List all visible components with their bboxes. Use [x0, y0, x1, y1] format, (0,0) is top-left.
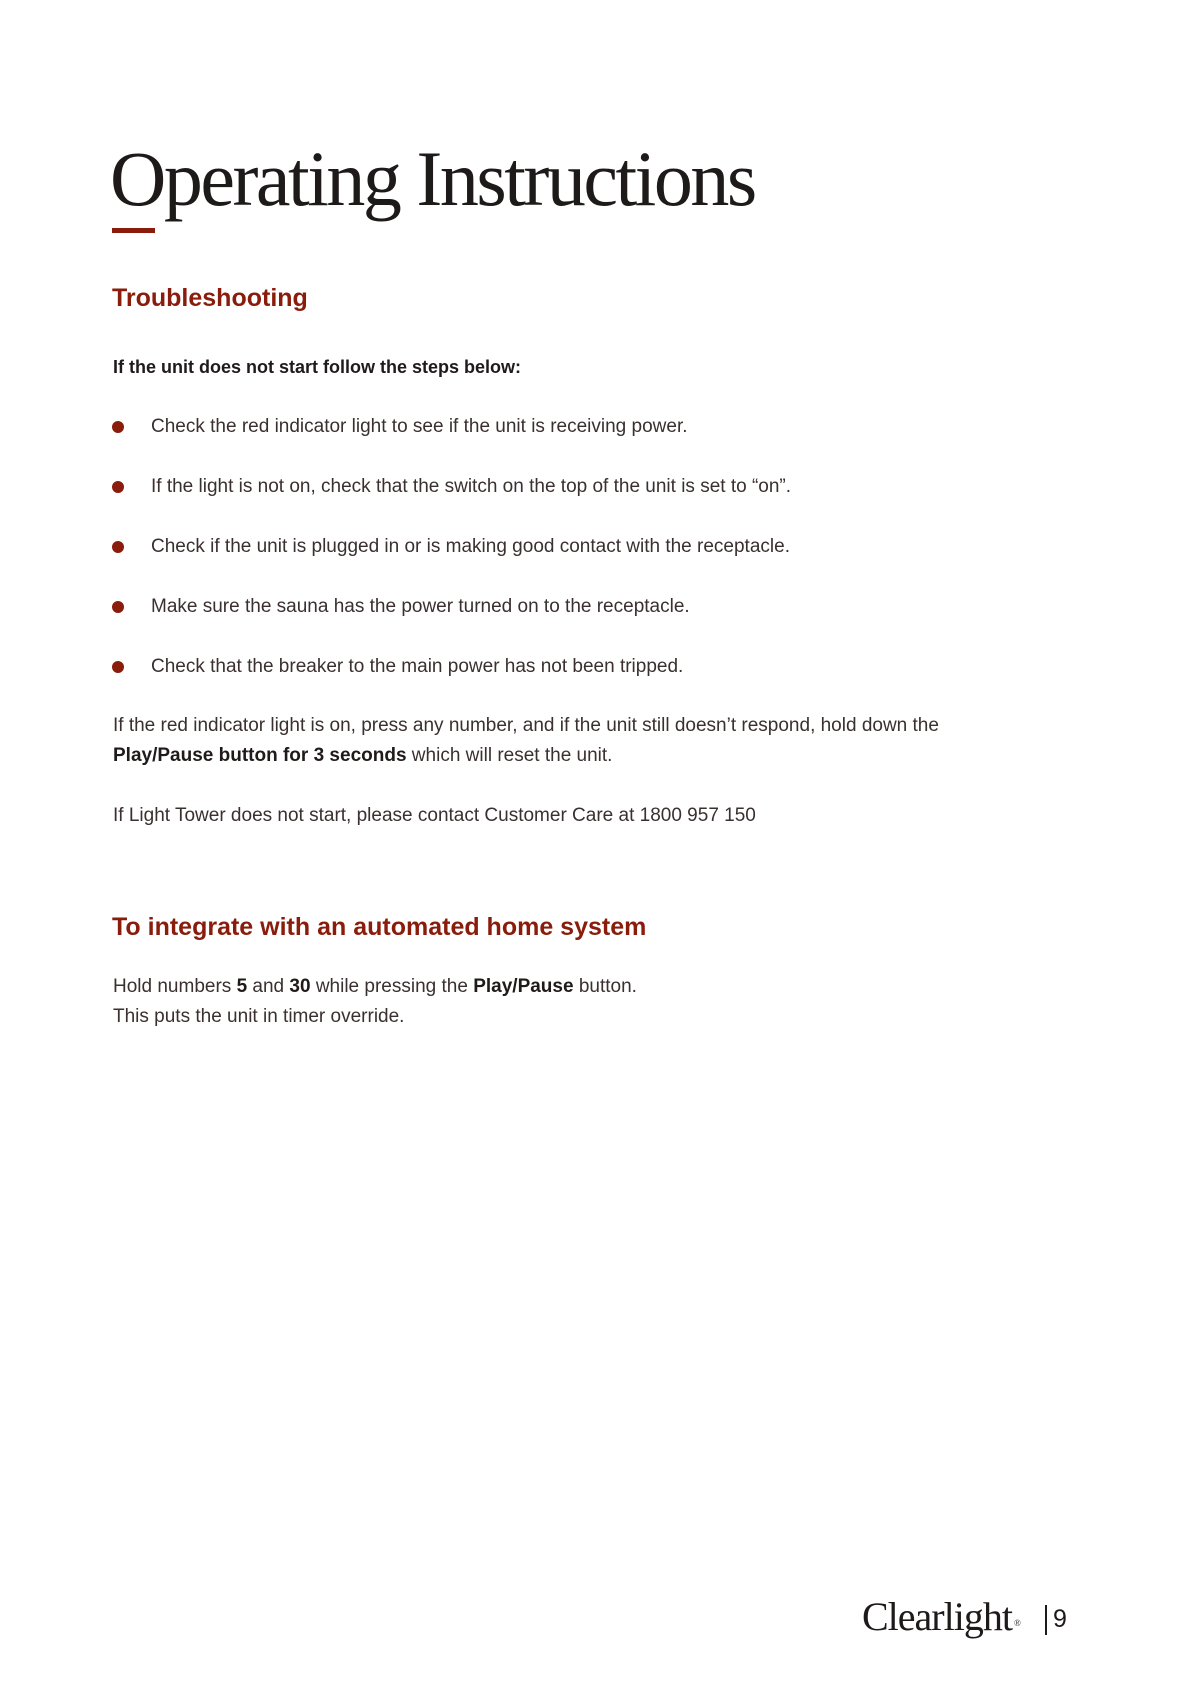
number-30: 30: [289, 976, 311, 997]
timer-override-note: This puts the unit in timer override.: [113, 1006, 405, 1027]
reset-bold-phrase: Play/Pause button for 3 seconds: [113, 745, 407, 766]
customer-care-contact: If Light Tower does not start, please contact Customer Care at 1800 957 150: [113, 805, 756, 826]
troubleshooting-heading: Troubleshooting: [112, 284, 308, 312]
integration-text: while pressing the: [310, 976, 474, 997]
integration-heading: To integrate with an automated home system: [112, 913, 647, 941]
bullet-dot-icon: [112, 601, 124, 613]
step-text: If the light is not on, check that the switch on the top of the unit is set to “on”.: [151, 476, 792, 497]
step-text: Check that the breaker to the main power has not been tripped.: [151, 656, 684, 677]
page-title: Operating Instructions: [110, 135, 755, 222]
clearlight-logo: [862, 1594, 1021, 1640]
registered-mark: ®: [1013, 1618, 1021, 1628]
bullet-dot-icon: [112, 481, 124, 493]
bullet-dot-icon: [112, 421, 124, 433]
number-5: 5: [236, 976, 248, 997]
title-underline-rule: [112, 228, 155, 233]
list-item: [112, 653, 791, 713]
bullet-dot-icon: [112, 661, 124, 673]
troubleshooting-intro: If the unit does not start follow the steps below:: [113, 357, 522, 377]
page-number: 9: [1053, 1605, 1067, 1633]
reset-instructions: [113, 711, 939, 771]
reset-line-1: If the red indicator light is on, press any number, and if the unit still doesn’t respond, hold down the: [113, 715, 939, 736]
list-item: [112, 413, 791, 473]
play-pause-label: Play/Pause: [473, 976, 574, 997]
integration-text: Hold numbers: [113, 976, 237, 997]
step-text: Check if the unit is plugged in or is making good contact with the receptacle.: [151, 536, 790, 557]
list-item: [112, 533, 791, 593]
integration-text: button.: [573, 976, 637, 997]
step-text: Make sure the sauna has the power turned on to the receptacle.: [151, 596, 690, 617]
step-text: Check the red indicator light to see if the unit is receiving power.: [151, 416, 688, 437]
integration-instructions: [113, 972, 637, 1032]
reset-line-2-rest: which will reset the unit.: [406, 745, 613, 766]
integration-text: and: [247, 976, 290, 997]
footer-divider: [1045, 1605, 1047, 1635]
list-item: [112, 473, 791, 533]
list-item: [112, 593, 791, 653]
bullet-dot-icon: [112, 541, 124, 553]
logo-wordmark: Clearlight: [862, 1594, 1012, 1639]
troubleshooting-steps-list: [112, 413, 791, 713]
